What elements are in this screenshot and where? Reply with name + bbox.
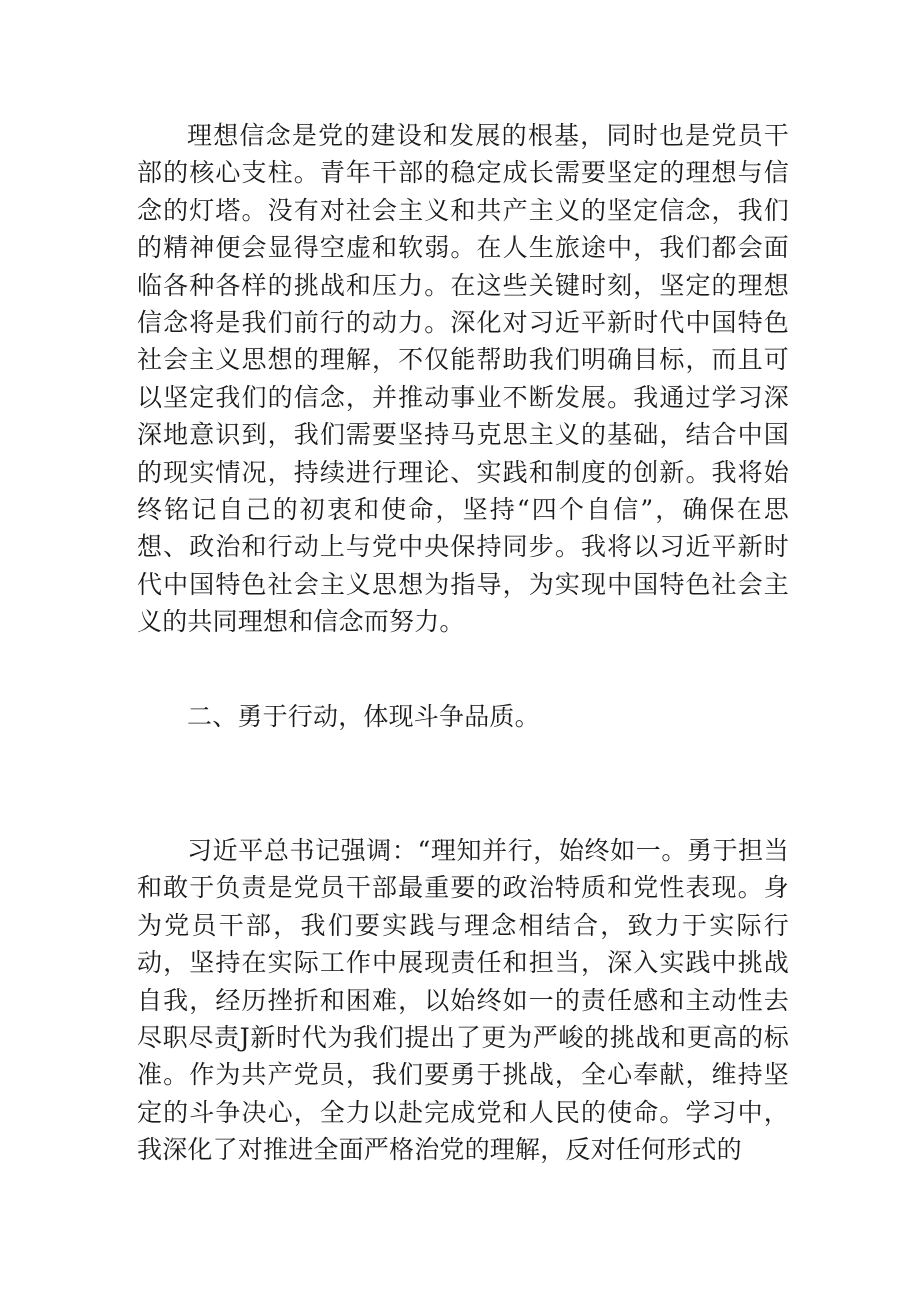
body-paragraph-ideals: 理想信念是党的建设和发展的根基，同时也是党员干部的核心支柱。青年干部的稳定成长需要坚定的理想与信念的灯塔。没有对社会主义和共产主义的坚定信念，我们的精神便会显得空虚和软弱。在人生旅途中，我们都会面临各种各样的挑战和压力。在这些关键时刻，坚定的理想信念将是我们前行的动力。深化对习近平新时代中国特色社会主义思想的理解，不仅能帮助我们明确目标，而且可以坚定我们的信念，并推动事业不断发展。我通过学习深深地意识到，我们需要坚持马克思主义的基础，结合中国的现实情况，持续进行理论、实践和制度的创新。我将始终铭记自己的初衷和使命，坚持“四个自信”，确保在思想、政治和行动上与党中央保持同步。我将以习近平新时代中国特色社会主义思想为指导，为实现中国特色社会主义的共同理想和信念而努力。 (137, 121, 789, 637)
section-heading: 二、勇于行动，体现斗争品质。 (187, 702, 540, 731)
body-paragraph-action: 习近平总书记强调：“理知并行，始终如一。勇于担当和敢于负责是党员干部最重要的政治特质和党性表现。身为党员干部，我们要实践与理念相结合，致力于实际行动，坚持在实际工作中展现责任和担当，深入实践中挑战自我，经历挫折和困难，以始终如一的责任感和主动性去尽职尽责J新时代为我们提出了更为严峻的挑战和更高的标准。作为共产党员，我们要勇于挑战，全心奉献，维持坚定的斗争决心，全力以赴完成党和人民的使命。学习中，我深化了对推进全面严格治党的理解，反对任何形式的 (137, 836, 789, 1165)
